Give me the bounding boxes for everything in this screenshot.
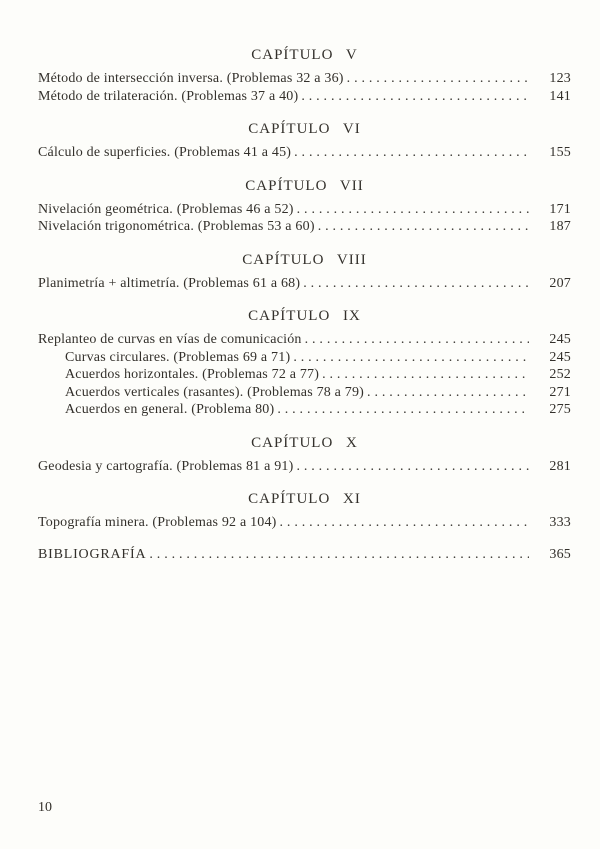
toc-entry-page: 275	[549, 402, 571, 417]
dot-leader	[294, 201, 529, 219]
dot-leader	[298, 88, 529, 106]
toc-entry-page: 187	[549, 219, 571, 234]
folio-page-number: 10	[38, 800, 52, 815]
toc-entry	[38, 514, 571, 532]
toc-entry	[38, 384, 571, 402]
toc-entry-page: 333	[549, 515, 571, 530]
bibliography-page: 365	[549, 546, 571, 562]
dot-leader	[364, 384, 529, 402]
toc-entry-title: Topografía minera. (Problemas 92 a 104)	[38, 515, 277, 530]
toc-entry	[38, 218, 571, 236]
chapter-heading: CAPÍTULO VI	[248, 121, 361, 137]
toc-entry-title: Replanteo de curvas en vías de comunicación	[38, 332, 302, 347]
chapter-entries	[38, 514, 571, 532]
dot-leader	[291, 144, 529, 162]
toc-entry-page: 252	[549, 367, 571, 382]
toc-entry-page: 141	[549, 88, 571, 104]
chapter-heading: CAPÍTULO V	[251, 47, 358, 63]
chapter-entries	[38, 275, 571, 293]
chapter-section	[38, 490, 571, 532]
toc-entry	[38, 144, 571, 162]
chapter-section	[38, 307, 571, 419]
toc-entry	[38, 88, 571, 106]
toc-entry-title: Método de trilateración. (Problemas 37 a 40)	[38, 88, 299, 104]
toc-entry-page: 207	[549, 275, 571, 291]
chapter-section	[38, 251, 571, 293]
toc-entry-page: 281	[549, 458, 571, 474]
toc-entry-title: Método de intersección inversa. (Problemas 32 a 36)	[38, 71, 344, 86]
chapter-entries	[38, 458, 571, 476]
toc-entry	[38, 275, 571, 293]
toc-entry-title: Geodesia y cartografía. (Problemas 81 a 91)	[38, 458, 294, 474]
chapter-heading: CAPÍTULO VIII	[242, 251, 367, 268]
chapter-section	[38, 434, 571, 476]
toc-entry-title: Curvas circulares. (Problemas 69 a 71)	[65, 349, 291, 365]
toc-entry-title: Nivelación geométrica. (Problemas 46 a 52)	[38, 201, 294, 217]
dot-leader	[277, 514, 529, 532]
dot-leader	[300, 275, 529, 293]
toc-entry-page: 245	[549, 332, 571, 347]
toc-entry-page: 171	[549, 201, 571, 217]
chapter-heading: CAPÍTULO IX	[248, 308, 361, 324]
chapter-section	[38, 46, 571, 105]
bibliography-title: BIBLIOGRAFÍA	[38, 546, 147, 562]
chapter-heading: CAPÍTULO X	[251, 434, 358, 451]
toc-entry	[38, 458, 571, 476]
chapter-section	[38, 120, 571, 162]
toc-entry	[38, 349, 571, 367]
chapter-heading: CAPÍTULO VII	[245, 177, 364, 194]
chapter-entries	[38, 201, 571, 236]
toc-entry-title: Cálculo de superficies. (Problemas 41 a 45)	[38, 145, 292, 160]
toc-entry	[38, 201, 571, 219]
toc-entry	[38, 401, 571, 419]
dot-leader	[290, 349, 529, 367]
bibliography-entry	[38, 546, 571, 564]
toc-entry-page: 155	[549, 145, 571, 160]
toc-entry	[38, 366, 571, 384]
toc-entry-page: 123	[549, 71, 571, 86]
chapter-section	[38, 177, 571, 236]
dot-leader	[274, 401, 529, 419]
chapter-heading: CAPÍTULO XI	[248, 491, 361, 507]
toc-entry-page: 245	[549, 349, 571, 365]
toc-entry-title: Acuerdos en general. (Problema 80)	[65, 402, 275, 417]
toc-entry-title: Acuerdos verticales (rasantes). (Problemas 78 a 79)	[65, 384, 365, 400]
dot-leader	[344, 70, 529, 88]
chapter-entries	[38, 70, 571, 105]
dot-leader	[293, 458, 529, 476]
toc-chapters	[38, 46, 571, 532]
dot-leader	[315, 218, 529, 236]
dot-leader	[319, 366, 529, 384]
toc-entry-title: Acuerdos horizontales. (Problemas 72 a 77)	[65, 367, 320, 382]
toc-entry-page: 271	[549, 384, 571, 400]
chapter-entries	[38, 331, 571, 419]
dot-leader	[146, 546, 529, 564]
chapter-entries	[38, 144, 571, 162]
dot-leader	[302, 331, 529, 349]
toc-entry	[38, 70, 571, 88]
toc-entry-title: Nivelación trigonométrica. (Problemas 53 a 60)	[38, 219, 315, 234]
toc-entry-title: Planimetría + altimetría. (Problemas 61 a 68)	[38, 275, 301, 291]
toc-entry	[38, 331, 571, 349]
